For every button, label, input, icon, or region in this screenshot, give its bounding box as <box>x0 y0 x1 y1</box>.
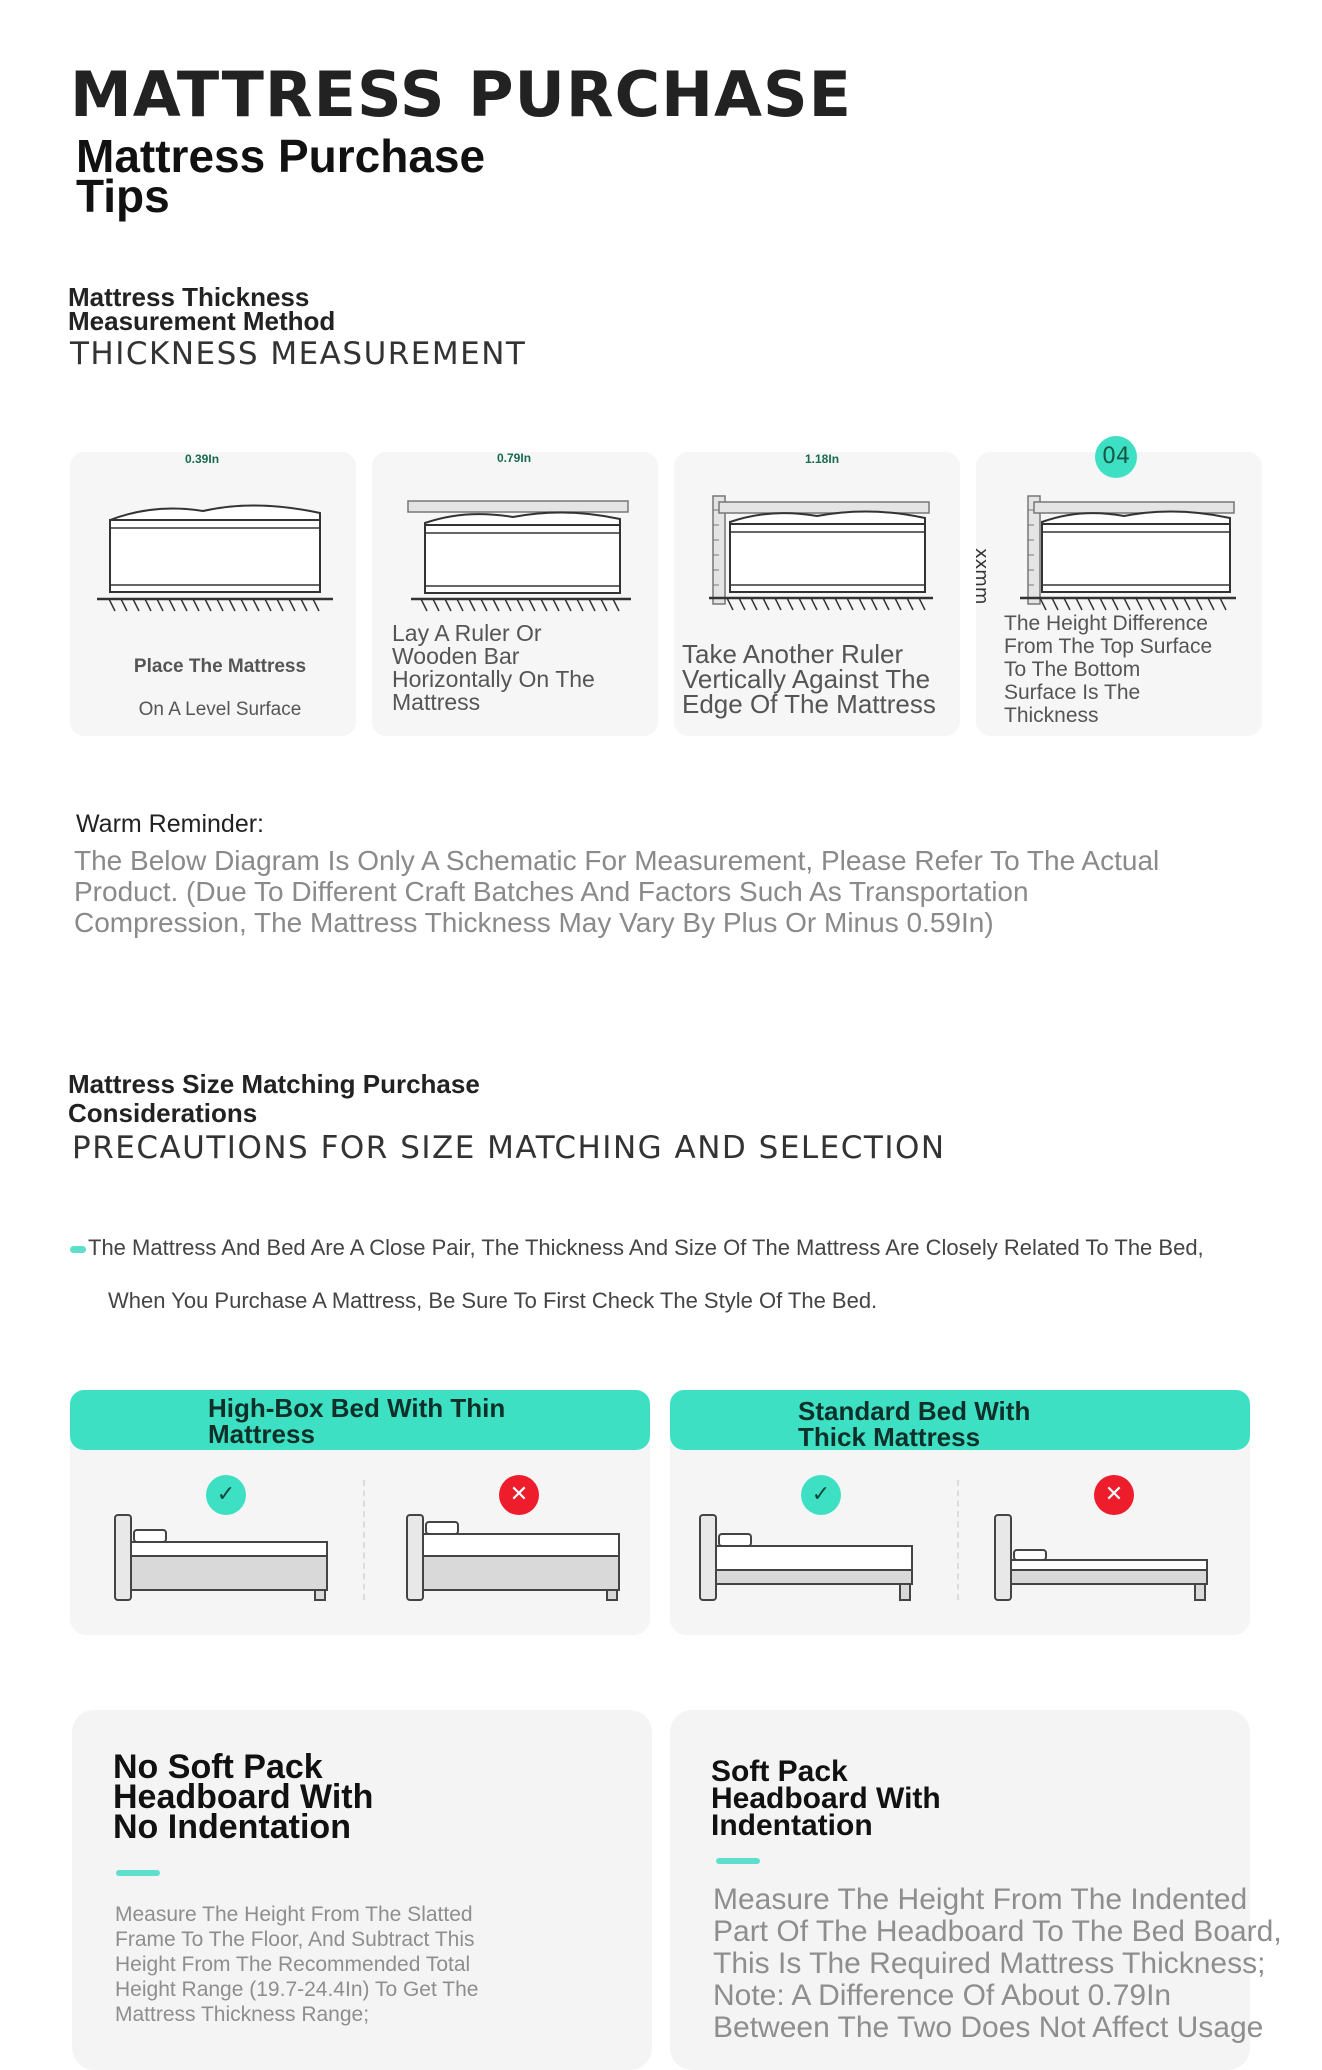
page-subtitle: Mattress Purchase Tips <box>76 130 486 222</box>
ruler-measure-label: xxmm <box>971 548 992 605</box>
step-4-text: The Height Difference From The Top Surface To The Bottom Surface Is The Thickness <box>1004 612 1213 727</box>
step-3-value: 1.18In <box>805 452 840 466</box>
accent-bar <box>716 1858 760 1864</box>
page-title: MATTRESS PURCHASE <box>70 58 852 131</box>
vertical-ruler-illustration <box>705 490 945 620</box>
ruler-on-mattress-illustration <box>405 495 645 620</box>
comparison-title-standard: Standard Bed With Thick Mattress <box>798 1396 1031 1452</box>
headboard-title-no-soft-pack: No Soft Pack Headboard With No Indentation <box>113 1748 374 1846</box>
standard-bed-thin-mattress-illustration <box>990 1510 1215 1605</box>
thickness-caps-heading: THICKNESS MEASUREMENT <box>70 336 527 372</box>
size-intro-line-2: When You Purchase A Mattress, Be Sure To First Check The Style Of The Bed. <box>108 1288 878 1313</box>
card-divider <box>363 1480 365 1600</box>
step-1-text: Place The Mattress On A Level Surface <box>133 656 307 720</box>
step-2-text: Lay A Ruler Or Wooden Bar Horizontally On The Mattress <box>392 620 595 715</box>
headboard-title-soft-pack: Soft Pack Headboard With Indentation <box>711 1755 941 1842</box>
warm-reminder-body: The Below Diagram Is Only A Schematic For Measurement, Please Refer To The Actual Product. (Due To Different Craft Batches And Factors Such As Transportation Compression, The Mattress Thickness May Vary By Plus Or Minus 0.59In) <box>74 845 1160 938</box>
cross-icon: ✕ <box>499 1475 539 1515</box>
bullet-dot <box>70 1246 86 1253</box>
accent-bar <box>116 1870 160 1876</box>
check-icon: ✓ <box>801 1475 841 1515</box>
size-intro-line-1: The Mattress And Bed Are A Close Pair, The Thickness And Size Of The Mattress Are Closely Related To The Bed, <box>88 1235 1204 1260</box>
step-1-value: 0.39In <box>185 452 220 466</box>
cross-icon: ✕ <box>1094 1475 1134 1515</box>
size-heading: Mattress Size Matching Purchase Considerations <box>68 1069 480 1128</box>
size-caps-heading: PRECAUTIONS FOR SIZE MATCHING AND SELECTION <box>72 1130 946 1166</box>
check-icon: ✓ <box>206 1475 246 1515</box>
high-box-bed-thick-mattress-illustration <box>402 1510 627 1605</box>
step-3-text: Take Another Ruler Vertically Against The Edge Of The Mattress <box>682 639 936 719</box>
thickness-difference-illustration <box>1000 490 1240 620</box>
warm-reminder-title: Warm Reminder: <box>76 810 264 838</box>
mattress-on-floor-illustration <box>95 495 335 620</box>
high-box-bed-thin-mattress-illustration <box>110 1510 335 1605</box>
comparison-title-high-box: High-Box Bed With Thin Mattress <box>208 1393 506 1449</box>
step-2-value: 0.79In <box>497 451 532 465</box>
card-divider <box>957 1480 959 1600</box>
standard-bed-thick-mattress-illustration <box>695 1510 920 1605</box>
headboard-body-soft-pack: Measure The Height From The Indented Part Of The Headboard To The Bed Board, This Is The Required Mattress Thickness; Note: A Difference Of About 0.79In Between The Two Does Not Affect Usage <box>713 1883 1282 2044</box>
step-4-number-badge: 04 <box>1095 436 1137 478</box>
headboard-body-no-soft-pack: Measure The Height From The Slatted Frame To The Floor, And Subtract This Height From The Recommended Total Height Range (19.7-24.4In) To Get The Mattress Thickness Range; <box>115 1903 479 2026</box>
thickness-heading: Mattress Thickness Measurement Method <box>68 282 336 336</box>
